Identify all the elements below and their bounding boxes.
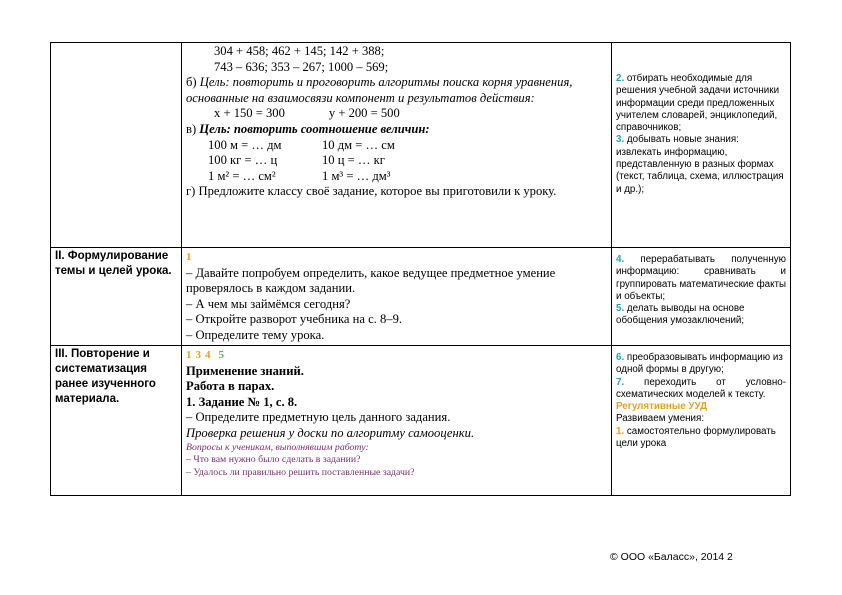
stage-title: III. Повторение и систематизация ранее изученного материала. [51, 346, 182, 496]
task-b-goal: Цель: повторить и проговорить алгоритмы поиска корня уравнения, основанные на взаимосвязи компонент и результатов действия: [186, 75, 573, 105]
table-row [51, 43, 791, 248]
uud-cell [612, 248, 791, 346]
uud-item-7: 7. переходить от условно-схематических моделей к тексту. [616, 376, 786, 400]
expressions-line-2: 743 – 636; 353 – 267; 1000 – 569; [214, 59, 389, 74]
task-v-goal: Цель: повторить соотношение величин: [199, 121, 430, 136]
table-row [51, 248, 791, 346]
activity-cell [182, 248, 612, 346]
uud-numbers: 1 [186, 251, 192, 263]
uud-cell [612, 346, 791, 496]
task-g: г) Предложите классу своё задание, которое вы приготовили к уроку. [186, 184, 557, 199]
question-2: – Удалось ли правильно решить поставленные задачи? [186, 466, 415, 478]
question-1: – Что вам нужно было сделать в задании? [186, 454, 361, 466]
units-line-1: 100 м = … дм 10 дм = … см [208, 137, 395, 152]
teacher-line: – А чем мы займёмся сегодня? [186, 296, 351, 311]
pairs-heading: Работа в парах. [186, 379, 275, 394]
regulative-title: Регулятивные УУД [616, 401, 708, 413]
check-line: Проверка решения у доски по алгоритму самооценки. [186, 425, 475, 440]
teacher-line: – Откройте разворот учебника на с. 8–9. [186, 312, 403, 327]
goal-line: – Определите предметную цель данного задания. [186, 410, 451, 425]
teacher-line: – Давайте попробуем определить, какое ведущее предметное умение проверялось в каждом задании. [186, 265, 556, 296]
units-line-3: 1 м² = … см² 1 м³ = … дм³ [208, 168, 391, 183]
uud-item-3: 3. добывать новые знания: извлекать информацию, представленную в разных формах (текст, таблица, схема, иллюстрация и др.); [616, 134, 784, 195]
uud-item-5: 5. делать выводы на основе обобщения умозаключений; [616, 303, 745, 327]
teacher-line: – Определите тему урока. [186, 327, 325, 342]
activity-cell [182, 43, 612, 248]
uud-item-4: 4. перерабатывать полученную информацию: сравнивать и группировать математические факты и объекты; [616, 254, 786, 302]
lesson-table [50, 42, 791, 496]
questions-title: Вопросы к ученикам, выполнявшим работу: [186, 441, 369, 453]
task-v: в) Цель: повторить соотношение величин: [186, 121, 430, 136]
units-line-2: 100 кг = … ц 10 ц = … кг [208, 153, 385, 168]
uud-item-6: 6. преобразовывать информацию из одной формы в другую; [616, 352, 783, 376]
expressions-line-1: 304 + 458; 462 + 145; 142 + 388; [214, 44, 385, 58]
equations-line: x + 150 = 300 y + 200 = 500 [214, 106, 400, 121]
stage-cell [51, 43, 182, 248]
task-b: б) Цель: повторить и проговорить алгоритмы поиска корня уравнения, основанные на взаимосвязи компонент и результатов действия: [186, 75, 573, 105]
uud-cell [612, 43, 791, 248]
page-footer: © ООО «Баласс», 2014 2 [610, 551, 733, 563]
apply-heading: Применение знаний. [186, 363, 304, 378]
reg-item-1: 1. самостоятельно формулировать цели урока [616, 425, 776, 450]
stage-title: II. Формулирование темы и целей урока. [51, 248, 182, 346]
activity-cell [182, 346, 612, 496]
develop-label: Развиваем умения: [616, 413, 705, 425]
task-heading: 1. Задание № 1, с. 8. [186, 394, 298, 409]
table-row [51, 346, 791, 496]
uud-numbers: 1 3 4 5 [186, 349, 224, 361]
uud-item-2: 2. отбирать необходимые для решения учебной задачи источники информации среди предложенных учителем словарей, энциклопедий, справочников; [616, 73, 780, 134]
